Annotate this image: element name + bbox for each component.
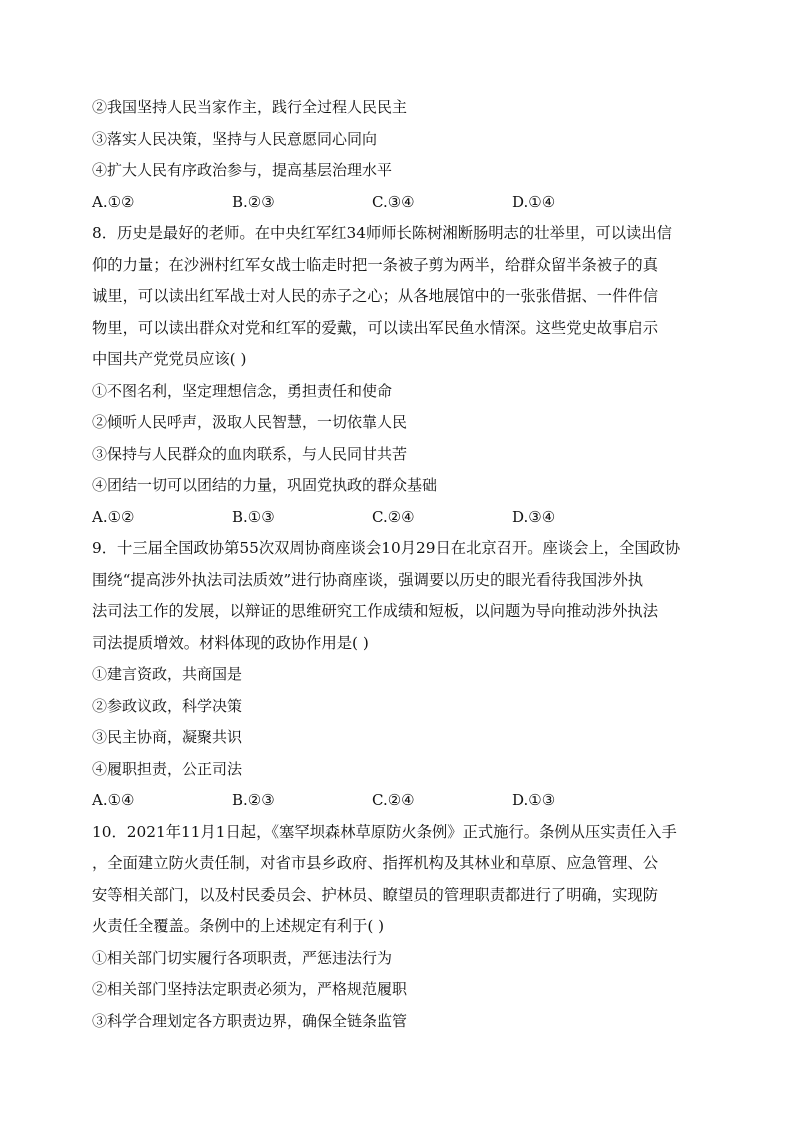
- q10-stem-line: 安等相关部门，以及村民委员会、护林员、瞭望员的管理职责都进行了明确，实现防: [92, 885, 658, 904]
- exam-page: [92, 92, 710, 1037]
- q8-stem-line: 物里，可以读出群众对党和红军的爱戴，可以读出军民鱼水情深。这些党史故事启示: [92, 318, 658, 337]
- q10-choice-1: ①相关部门切实履行各项职责，严惩违法行为: [92, 948, 393, 967]
- q8-choice-3: ③保持与人民群众的血肉联系，与人民同甘共苦: [92, 444, 408, 463]
- q8-option-d: D.③④: [512, 507, 556, 526]
- q8-stem-line: 中国共产党党员应该( ): [92, 350, 247, 368]
- q9-answer-options: [92, 785, 710, 817]
- q7-option-b: B.②③: [232, 192, 275, 211]
- q7-choice-3: ③落实人民决策，坚持与人民意愿同心同向: [92, 129, 378, 148]
- question-9: [92, 533, 710, 817]
- q9-choice-4: ④履职担责，公正司法: [92, 759, 243, 778]
- question-8: [92, 218, 710, 533]
- question-10: [92, 817, 710, 1038]
- q8-stem-line: 8．历史是最好的老师。在中央红军红34师师长陈树湘断肠明志的壮举里，可以读出信: [92, 224, 672, 242]
- q9-choice-1: ①建言资政，共商国是: [92, 665, 243, 683]
- q8-option-c: C.②④: [372, 507, 415, 526]
- q9-stem-line: 围绕“提高涉外执法司法质效”进行协商座谈，强调要以历史的眼光看待我国涉外执: [92, 570, 644, 589]
- q9-choice-3: ③民主协商，凝聚共识: [92, 728, 243, 746]
- q10-choice-3: ③科学合理划定各方职责边界，确保全链条监管: [92, 1011, 408, 1030]
- q8-stem-line: 仰的力量；在沙洲村红军女战士临走时把一条被子剪为两半，给群众留半条被子的真: [92, 255, 658, 274]
- q10-choice-2: ②相关部门坚持法定职责必须为，严格规范履职: [92, 980, 408, 998]
- q9-stem-line: 司法提质增效。材料体现的政协作用是( ): [92, 633, 369, 652]
- q8-option-a: A.①②: [92, 507, 135, 526]
- q8-option-b: B.①③: [232, 507, 275, 526]
- q9-option-d: D.①③: [512, 791, 556, 809]
- q8-choice-1: ①不图名利，坚定理想信念，勇担责任和使命: [92, 381, 393, 400]
- q8-choice-2: ②倾听人民呼声，汲取人民智慧，一切依靠人民: [92, 413, 408, 431]
- q7-option-c: C.③④: [372, 192, 415, 211]
- q9-stem-line: 9．十三届全国政协第55次双周协商座谈会10月29日在北京召开。座谈会上，全国政协: [92, 539, 681, 557]
- q10-stem-line: 10．2021年11月1日起，《塞罕坝森林草原防火条例》正式施行。条例从压实责任入手: [92, 822, 677, 841]
- q8-choice-4: ④团结一切可以团结的力量，巩固党执政的群众基础: [92, 476, 438, 494]
- q10-stem-line: ，全面建立防火责任制，对省市县乡政府、指挥机构及其林业和草原、应急管理、公: [92, 854, 658, 872]
- q9-option-c: C.②④: [372, 791, 415, 809]
- q9-choice-2: ②参政议政，科学决策: [92, 696, 243, 715]
- q9-option-a: A.①④: [92, 791, 135, 809]
- q7-choice-2: ②我国坚持人民当家作主，践行全过程人民民主: [92, 98, 408, 116]
- q7-choice-4: ④扩大人民有序政治参与，提高基层治理水平: [92, 161, 393, 179]
- q10-stem-line: 火责任全覆盖。条例中的上述规定有利于( ): [92, 917, 385, 935]
- q7-option-d: D.①④: [512, 192, 556, 211]
- question-7: [92, 92, 710, 218]
- q9-option-b: B.②③: [232, 791, 275, 809]
- q8-answer-options: [92, 502, 710, 534]
- q9-stem-line: 法司法工作的发展，以辩证的思维研究工作成绩和短板，以问题为导向推动涉外执法: [92, 602, 658, 620]
- q8-stem-line: 诚里，可以读出红军战士对人民的赤子之心；从各地展馆中的一张张借据、一件件信: [92, 287, 658, 305]
- q7-answer-options: [92, 187, 710, 219]
- q7-option-a: A.①②: [92, 192, 135, 211]
